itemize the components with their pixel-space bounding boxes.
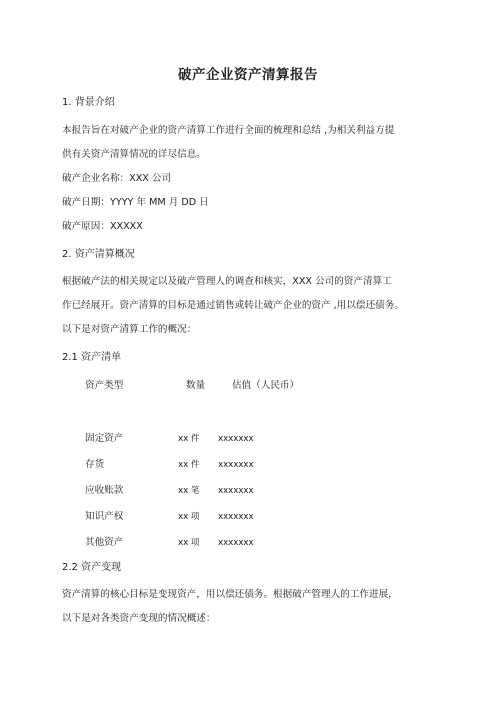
asset-type-cell: 固定资产 xyxy=(85,433,124,444)
paragraph-line: 作已经展开。资产清算的目标是通过销售或转让破产企业的资产 ,用以偿还债务。 xyxy=(62,300,404,311)
subsection-heading-asset-realization: 2.2 资产变现 xyxy=(62,562,122,573)
column-header: 估值（人民币） xyxy=(232,380,300,391)
asset-value-cell: xxxxxxx xyxy=(218,434,254,444)
asset-value-cell: xxxxxxx xyxy=(218,512,254,522)
paragraph-line: 以下是对资产清算工作的概况： xyxy=(62,324,197,335)
asset-qty-cell: xx 件 xyxy=(178,460,200,470)
column-header: 数量 xyxy=(186,380,206,391)
bankruptcy-reason-line: 破产原因：XXXXX xyxy=(62,221,143,232)
page-title: 破产企业资产清算报告 xyxy=(178,67,318,83)
asset-type-cell: 应收账款 xyxy=(85,485,124,496)
paragraph-line: 以下是对各类资产变现的情况概述： xyxy=(62,613,216,624)
asset-type-cell: 存货 xyxy=(85,459,105,470)
asset-qty-cell: xx 项 xyxy=(178,512,200,522)
column-header: 资产类型 xyxy=(85,380,124,391)
company-name-line: 破产企业名称：XXX 公司 xyxy=(62,173,172,184)
bankruptcy-date-line: 破产日期：YYYY 年 MM 月 DD 日 xyxy=(62,197,209,208)
asset-qty-cell: xx 项 xyxy=(178,538,200,548)
paragraph-line: 本报告旨在对破产企业的资产清算工作进行全面的梳理和总结 ,为相关利益方提 xyxy=(62,125,395,136)
asset-type-cell: 其他资产 xyxy=(85,537,124,548)
asset-value-cell: xxxxxxx xyxy=(218,538,254,548)
section-heading-overview: 2. 资产清算概况 xyxy=(62,249,135,260)
asset-value-cell: xxxxxxx xyxy=(218,486,254,496)
section-heading-background: 1. 背景介绍 xyxy=(62,97,115,108)
asset-qty-cell: xx 件 xyxy=(178,434,200,444)
paragraph-line: 资产清算的核心目标是变现资产，用以偿还债务。根据破产管理人的工作进展， xyxy=(62,589,398,600)
asset-value-cell: xxxxxxx xyxy=(218,460,254,470)
asset-qty-cell: xx 笔 xyxy=(178,486,200,496)
asset-type-cell: 知识产权 xyxy=(85,511,124,522)
paragraph-line: 供有关资产清算情况的详尽信息。 xyxy=(62,149,206,160)
subsection-heading-asset-list: 2.1 资产清单 xyxy=(62,352,122,363)
paragraph-line: 根据破产法的相关规定以及破产管理人的调查和核实，XXX 公司的资产清算工 xyxy=(62,276,392,287)
